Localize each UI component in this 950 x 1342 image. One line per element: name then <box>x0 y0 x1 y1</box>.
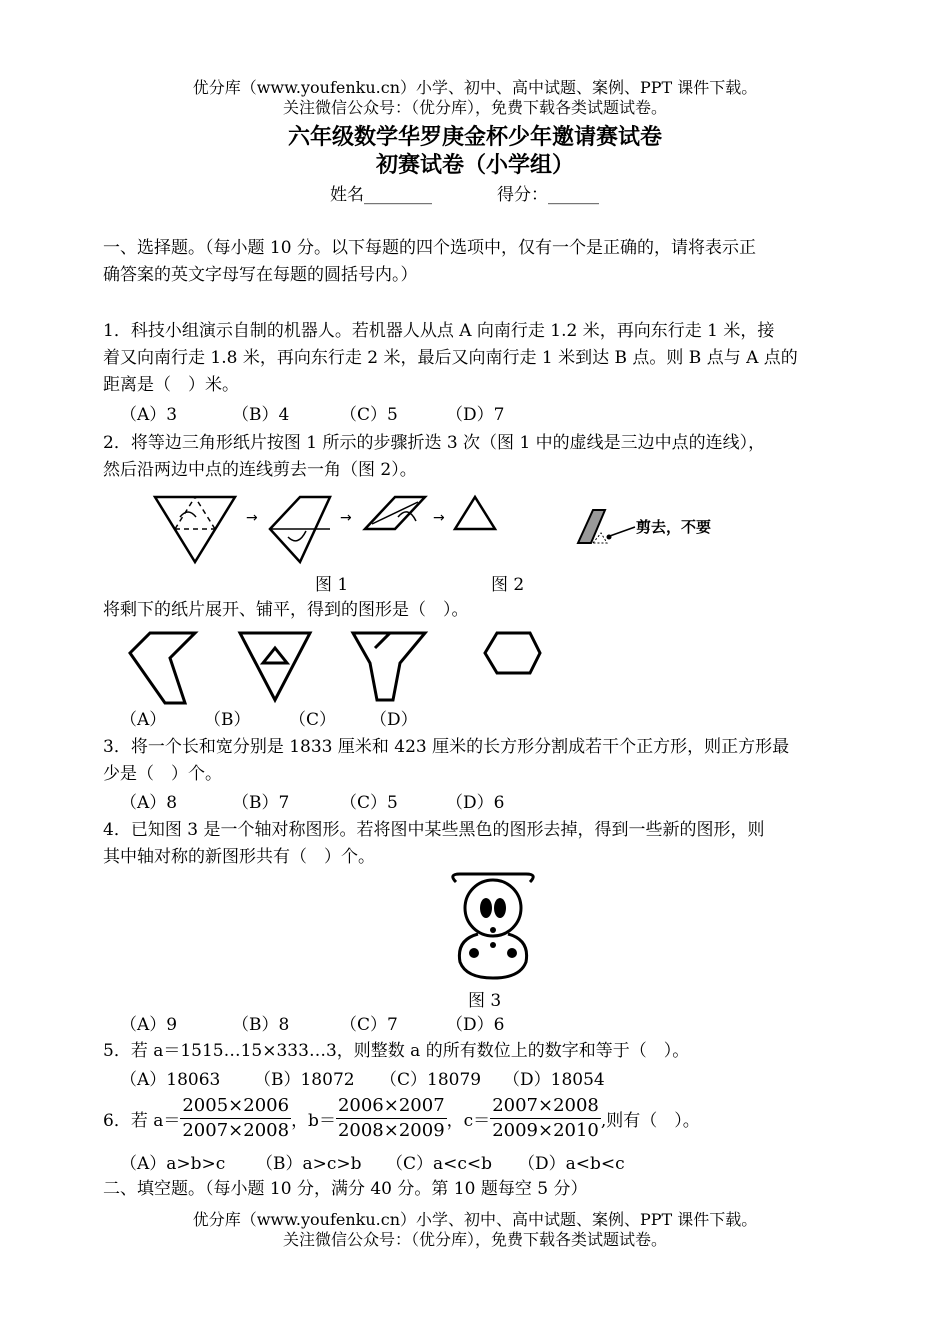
section2-heading: 二、填空题。（每小题 10 分，满分 40 分。第 10 题每空 5 分） <box>103 1179 588 1199</box>
q6-b-label: ，b＝ <box>291 1111 336 1131</box>
svg-text:→: → <box>246 510 258 526</box>
cut-label: 剪去，不要 <box>636 518 712 536</box>
q2-line3: 将剩下的纸片展开、铺平，得到的图形是（ ）。 <box>103 600 469 620</box>
q1-option-c: （C）5 <box>340 405 398 425</box>
q6-c-denominator: 2009×2010 <box>492 1120 599 1141</box>
q6-a-numerator: 2005×2006 <box>180 1094 291 1119</box>
q1-option-b: （B）4 <box>232 405 290 425</box>
q4-option-d: （D）6 <box>446 1015 505 1035</box>
svg-text:→: → <box>433 510 445 526</box>
q2-option-c: （C） <box>289 710 337 730</box>
q2-line1: 2．将等边三角形纸片按图 1 所示的步骤折迭 3 次（图 1 中的虚线是三边中点的连线）， <box>103 433 766 453</box>
q6-option-d: （D）a<b<c <box>518 1154 625 1174</box>
section1-heading-line1: 一、选择题。（每小题 10 分。以下每题的四个选项中，仅有一个是正确的，请将表示正 <box>103 238 756 258</box>
fig1-caption: 图 1 <box>315 575 349 595</box>
figure-2-cut-corner <box>573 505 643 550</box>
q5-option-a: （A）18063 <box>120 1070 221 1090</box>
q5-option-c: （C）18079 <box>380 1070 482 1090</box>
svg-text:→: → <box>340 510 352 526</box>
fig2-caption: 图 2 <box>491 575 525 595</box>
q6-suffix: ,则有（ ）。 <box>600 1111 700 1131</box>
figure-1-folding-steps <box>150 492 500 572</box>
footer-line-2: 关注微信公众号：（优分库），免费下载各类试题试卷。 <box>282 1230 667 1249</box>
q3-line1: 3．将一个长和宽分别是 1833 厘米和 423 厘米的长方形分割成若干个正方形，则正方形最 <box>103 737 790 757</box>
q6-c-label: ，c＝ <box>446 1111 491 1131</box>
name-field: 姓名________ <box>330 185 432 205</box>
q6-option-a: （A）a>b>c <box>120 1154 226 1174</box>
fig3-caption: 图 3 <box>468 991 502 1011</box>
q6-a-denominator: 2007×2008 <box>182 1120 290 1141</box>
q5-line1: 5．若 a＝1515…15×333…3，则整数 a 的所有数位上的数字和等于（ ）。 <box>103 1041 690 1061</box>
q6-fraction-c <box>490 1094 601 1143</box>
q1-line2: 着又向南行走 1.8 米，再向东行走 2 米，最后又向南行走 1 米到达 B 点。则 B 点与 A 点的 <box>103 348 798 368</box>
q3-option-d: （D）6 <box>446 793 505 813</box>
q4-option-a: （A）9 <box>120 1015 178 1035</box>
q1-option-a: （A）3 <box>120 405 178 425</box>
q1-line1: 1．科技小组演示自制的机器人。若机器人从点 A 向南行走 1.2 米，再向东行走 1 米，接 <box>103 321 775 341</box>
q6-line <box>103 1094 700 1143</box>
q2-answer-shapes <box>125 628 545 708</box>
q6-fraction-b <box>336 1094 447 1143</box>
q6-fraction-a <box>180 1094 291 1143</box>
q6-b-denominator: 2008×2009 <box>337 1120 445 1141</box>
q4-line2: 其中轴对称的新图形共有（ ）个。 <box>103 847 375 867</box>
q2-option-a: （A） <box>120 710 167 730</box>
q6-option-c: （C）a<c<b <box>386 1154 493 1174</box>
figure-3-symmetric-figure <box>448 870 538 980</box>
q6-b-numerator: 2006×2007 <box>336 1094 447 1119</box>
q5-option-b: （B）18072 <box>254 1070 355 1090</box>
q5-option-d: （D）18054 <box>503 1070 605 1090</box>
q3-option-b: （B）7 <box>232 793 290 813</box>
q1-line3: 距离是（ ）米。 <box>103 375 239 395</box>
q4-option-b: （B）8 <box>232 1015 290 1035</box>
header-line-2: 关注微信公众号：（优分库），免费下载各类试题试卷。 <box>282 98 667 117</box>
q3-line2: 少是（ ）个。 <box>103 764 222 784</box>
q2-option-b: （B） <box>204 710 251 730</box>
q6-option-b: （B）a>c>b <box>256 1154 362 1174</box>
q4-line1: 4．已知图 3 是一个轴对称图形。若将图中某些黑色的图形去掉，得到一些新的图形，则 <box>103 820 765 840</box>
q4-option-c: （C）7 <box>340 1015 398 1035</box>
q6-c-numerator: 2007×2008 <box>490 1094 601 1119</box>
q6-prefix: 6．若 a＝ <box>103 1111 181 1131</box>
page-title: 六年级数学华罗庚金杯少年邀请赛试卷 <box>287 125 662 150</box>
footer-line-1: 优分库（www.youfenku.cn）小学、初中、高中试题、案例、PPT 课件下载。 <box>192 1210 758 1229</box>
section1-heading-line2: 确答案的英文字母写在每题的圆括号内。） <box>103 265 418 285</box>
q3-option-c: （C）5 <box>340 793 398 813</box>
q2-option-d: （D） <box>370 710 418 730</box>
header-line-1: 优分库（www.youfenku.cn）小学、初中、高中试题、案例、PPT 课件下载。 <box>192 78 758 97</box>
page-subtitle: 初赛试卷（小学组） <box>375 153 574 178</box>
q3-option-a: （A）8 <box>120 793 178 813</box>
score-field: 得分：______ <box>497 185 599 205</box>
q2-line2: 然后沿两边中点的连线剪去一角（图 2）。 <box>103 460 417 480</box>
q1-option-d: （D）7 <box>446 405 505 425</box>
